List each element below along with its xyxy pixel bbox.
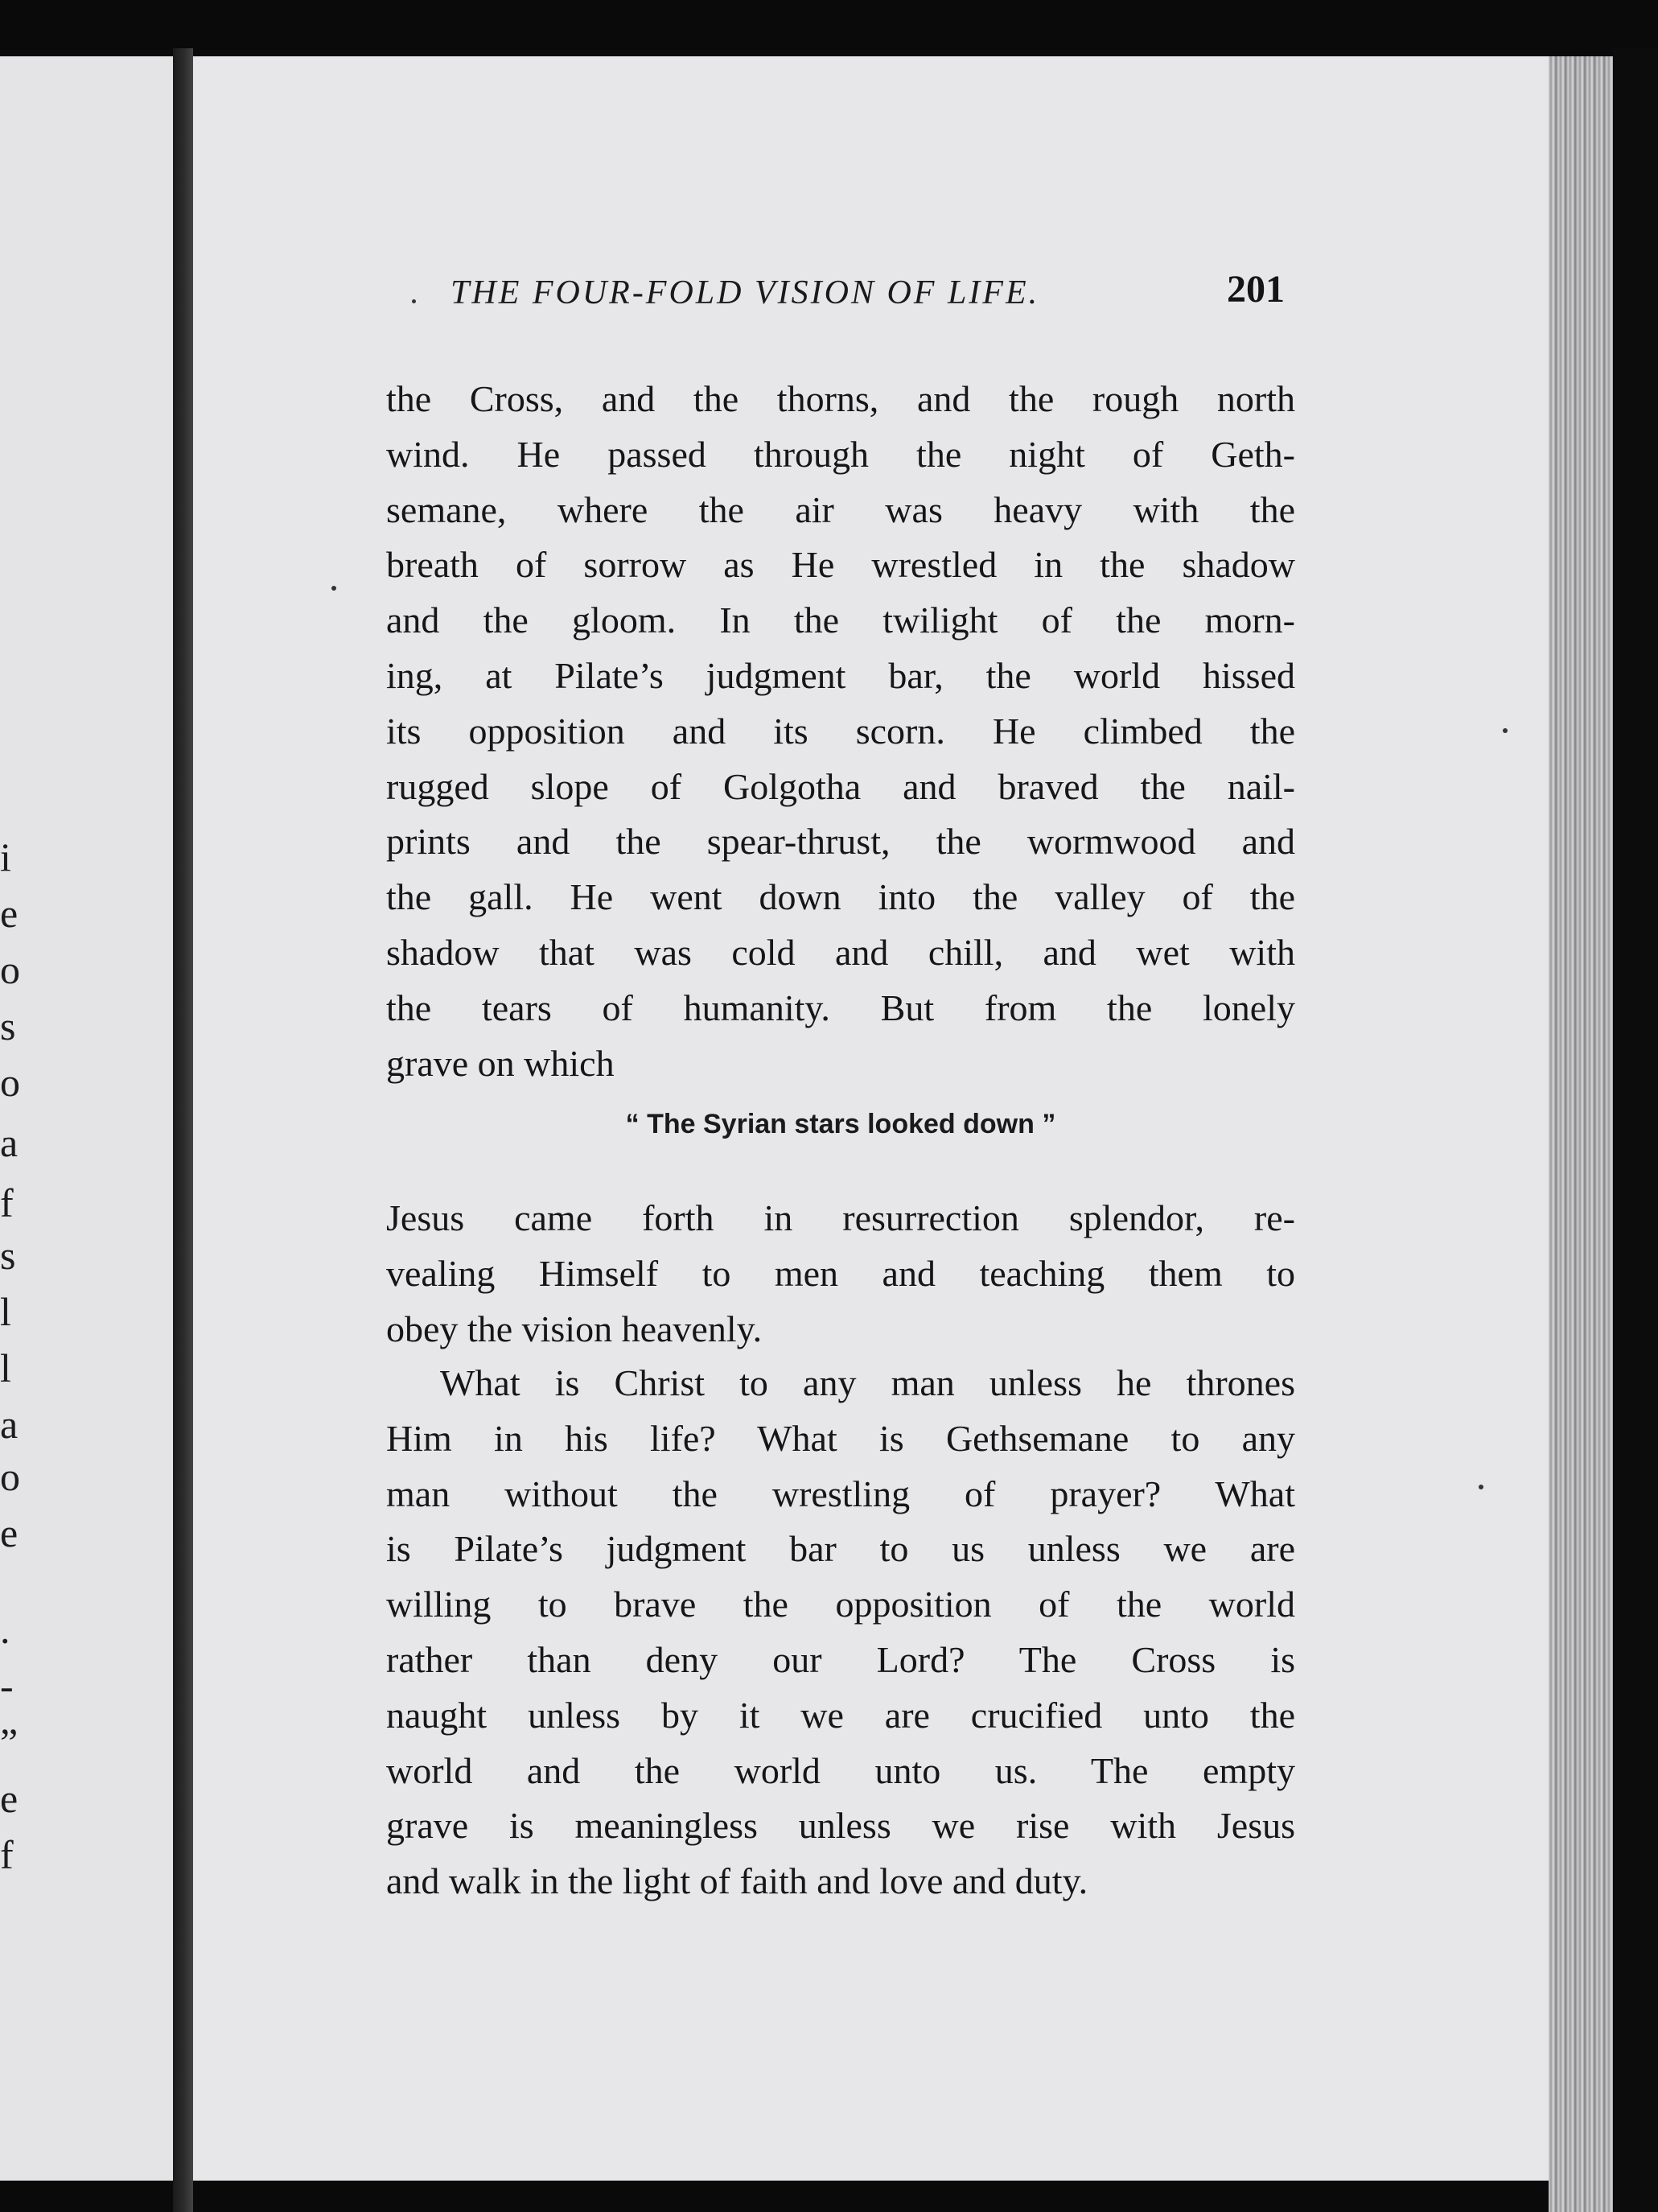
- facing-page-letter: f: [0, 1832, 14, 1877]
- text-line: shadow that was cold and chill, and wet with: [386, 931, 1295, 973]
- facing-page-letter: s: [0, 1233, 16, 1278]
- dust-speck: [331, 586, 336, 591]
- facing-page-letter: l: [0, 1345, 11, 1390]
- text-line: man without the wrestling of prayer? What: [386, 1473, 1295, 1514]
- facing-page-letter: o: [0, 1060, 20, 1105]
- facing-page-letter: s: [0, 1003, 16, 1048]
- dust-speck: [412, 299, 416, 303]
- facing-page-letter: ”: [0, 1720, 19, 1765]
- facing-page-letter: i: [0, 834, 11, 879]
- facing-page-letter: o: [0, 1454, 20, 1499]
- text-line: ing, at Pilate’s judgment bar, the world hissed: [386, 654, 1295, 696]
- facing-page-letter: -: [0, 1663, 14, 1708]
- dust-speck: [1503, 728, 1508, 733]
- book-gutter: [173, 48, 193, 2212]
- facing-page-letter: o: [0, 947, 20, 992]
- running-head: THE FOUR-FOLD VISION OF LIFE.: [450, 274, 1040, 311]
- page-edges: [1549, 56, 1613, 2212]
- poetry-quotation: “ The Syrian stars looked down ”: [625, 1109, 1056, 1139]
- scan-border: [1613, 48, 1658, 2212]
- text-line: naught unless by it we are crucified unto the: [386, 1694, 1295, 1736]
- text-line: is Pilate’s judgment bar to us unless we are: [386, 1528, 1295, 1570]
- text-line: the tears of humanity. But from the lonely: [386, 987, 1295, 1028]
- text-line: semane, where the air was heavy with the: [386, 488, 1295, 530]
- text-line: the Cross, and the thorns, and the rough north: [386, 378, 1295, 419]
- paragraph-2: [386, 1356, 1295, 1909]
- text-line: vealing Himself to men and teaching them to: [386, 1252, 1295, 1294]
- paragraph-1-continued: [386, 1191, 1295, 1357]
- text-line: and the gloom. In the twilight of the morn-: [386, 599, 1295, 641]
- text-line: the gall. He went down into the valley of the: [386, 876, 1295, 918]
- text-line: and walk in the light of faith and love and duty.: [386, 1860, 1088, 1902]
- text-line: grave is meaningless unless we rise with Jesus: [386, 1805, 1295, 1847]
- text-line: obey the vision heavenly.: [386, 1308, 763, 1349]
- dust-speck: [1479, 1485, 1483, 1489]
- facing-page-letter: a: [0, 1120, 19, 1165]
- text-line: world and the world unto us. The empty: [386, 1749, 1295, 1791]
- facing-page: [0, 56, 173, 2181]
- text-line: grave on which: [386, 1042, 615, 1084]
- text-line: wind. He passed through the night of Geth-: [386, 433, 1295, 475]
- facing-page-letter: l: [0, 1289, 11, 1334]
- text-line: prints and the spear-thrust, the wormwood and: [386, 821, 1295, 863]
- facing-page-letter: e: [0, 1776, 19, 1821]
- facing-page-letter: e: [0, 891, 19, 936]
- facing-page-letter: .: [0, 1607, 10, 1652]
- text-line: willing to brave the opposition of the world: [386, 1584, 1295, 1625]
- text-line: its opposition and its scorn. He climbed the: [386, 710, 1295, 752]
- facing-page-letter: f: [0, 1180, 14, 1225]
- facing-page-letter: e: [0, 1510, 19, 1555]
- text-line: breath of sorrow as He wrestled in the shadow: [386, 544, 1295, 586]
- facing-page-cut-letters: [0, 56, 24, 2181]
- text-line: rugged slope of Golgotha and braved the nail-: [386, 765, 1295, 807]
- page-number: 201: [1227, 268, 1285, 311]
- text-line: Him in his life? What is Gethsemane to any: [386, 1417, 1295, 1459]
- text-line: rather than deny our Lord? The Cross is: [386, 1638, 1295, 1680]
- text-line: Jesus came forth in resurrection splendor, re-: [386, 1197, 1295, 1238]
- paragraph-1: [386, 372, 1295, 1091]
- facing-page-letter: a: [0, 1402, 19, 1447]
- text-line: What is Christ to any man unless he thrones: [440, 1362, 1295, 1403]
